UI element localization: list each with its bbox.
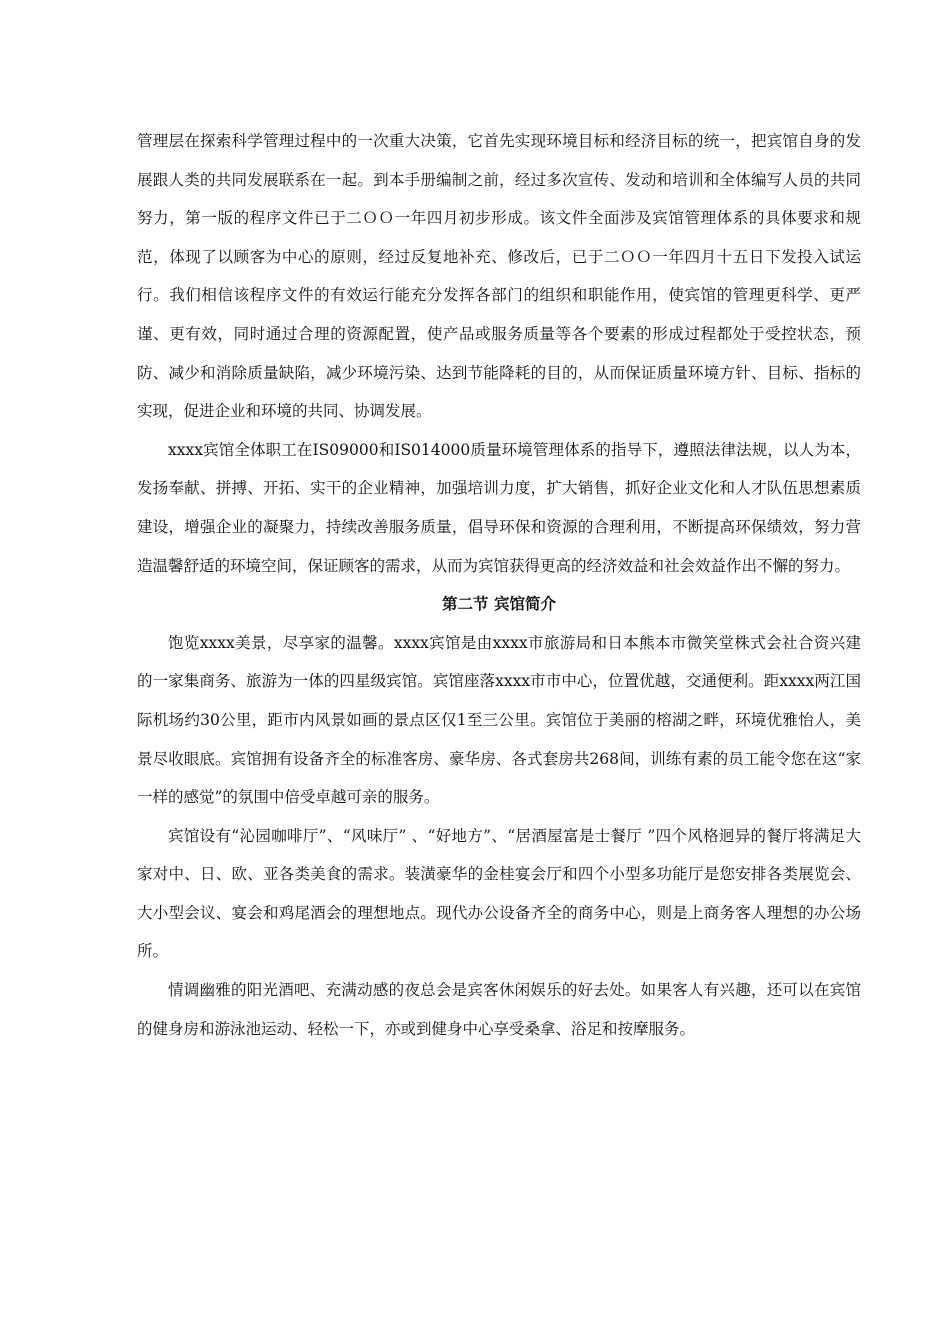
body-paragraph-1: 管理层在探索科学管理过程中的一次重大决策，它首先实现环境目标和经济目标的统一，把宾馆自身的发展跟人类的共同发展联系在一起。到本手册编制之前，经过多次宣传、发动和培训和全体编写人员的共同努力，第一版的程序文件已于二ＯＯ一年四月初步形成。该文件全面涉及宾馆管理体系的具体要求和规范，体现了以顾客为中心的原则，经过反复地补充、修改后，已于二ＯＯ一年四月十五日下发投入试运行。我们相信该程序文件的有效运行能充分发挥各部门的组织和职能作用，使宾馆的管理更科学、更严谨、更有效，同时通过合理的资源配置，使产品或服务质量等各个要素的形成过程都处于受控状态，预防、减少和消除质量缺陷，减少环境污染、达到节能降耗的目的，从而保证质量环境方针、目标、指标的实现，促进企业和环境的共同、协调发展。 [137,132,861,421]
document-body [137,122,861,1048]
section-paragraph-2: 宾馆设有“沁园咖啡厅”、“风味厅” 、“好地方”、“居酒屋富是士餐厅 ”四个风格迥异的餐厅将满足大家对中、日、欧、亚各类美食的需求。装潢豪华的金桂宴会厅和四个小型多功能厅是您安排各类展览会、大小型会议、宴会和鸡尾酒会的理想地点。现代办公设备齐全的商务中心，则是上商务客人理想的办公场所。 [137,826,861,961]
section-heading: 第二节 宾馆简介 [442,595,556,614]
body-paragraph-2: xxxx宾馆全体职工在IS09000和IS014000质量环境管理体系的指导下，遵照法律法规，以人为本，发扬奉献、拼搏、开拓、实干的企业精神，加强培训力度，扩大销售，抓好企业文化和人才队伍思想素质建设，增强企业的凝聚力，持续改善服务质量，倡导环保和资源的合理利用，不断提高环保绩效，努力营造温馨舒适的环境空间，保证顾客的需求，从而为宾馆获得更高的经济效益和社会效益作出不懈的努力。 [137,440,861,575]
section-paragraph-3: 情调幽雅的阳光酒吧、充满动感的夜总会是宾客休闲娱乐的好去处。如果客人有兴趣，还可以在宾馆的健身房和游泳池运动、轻松一下，亦或到健身中心享受桑拿、浴足和按摩服务。 [137,981,861,1038]
section-paragraph-1: 饱览xxxx美景，尽享家的温馨。xxxx宾馆是由xxxx市旅游局和日本熊本市微笑堂株式会社合资兴建的一家集商务、旅游为一体的四星级宾馆。宾馆座落xxxx市市中心，位置优越，交通便利。距xxxx两江国际机场约30公里，距市内风景如画的景点区仅1至三公里。宾馆位于美丽的榕湖之畔，环境优雅怡人，美景尽收眼底。宾馆拥有设备齐全的标准客房、豪华房、各式套房共268间，训练有素的员工能令您在这“家一样的感觉”的氛围中倍受卓越可亲的服务。 [137,633,861,807]
